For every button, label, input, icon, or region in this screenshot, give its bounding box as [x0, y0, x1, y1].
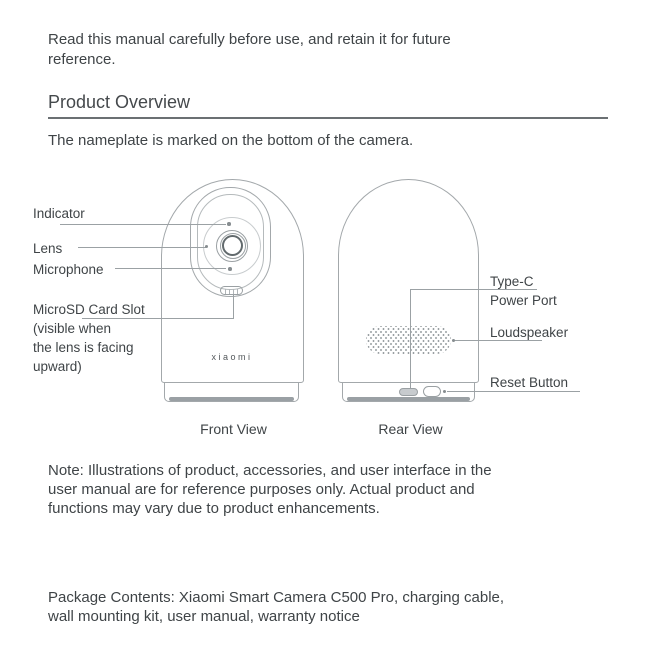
- type-c-port-icon: [399, 388, 418, 396]
- leader-lens: [78, 247, 206, 248]
- label-microsd-line-4: upward): [33, 359, 82, 374]
- label-loudspeaker: Loudspeaker: [490, 325, 569, 340]
- note-line-1: Note: Illustrations of product, accessories, and user interface in the: [48, 462, 492, 479]
- label-typec: [490, 272, 557, 310]
- note-line-3: functions may vary due to product enhancements.: [48, 500, 380, 517]
- package-line-2: wall mounting kit, user manual, warranty notice: [48, 608, 360, 625]
- label-microsd-line-2: (visible when: [33, 321, 112, 336]
- indicator-led-icon: [227, 222, 231, 226]
- front-base-shadow-bar: [169, 397, 294, 401]
- rear-base-shadow-bar: [347, 397, 470, 401]
- label-reset: Reset Button: [490, 375, 569, 390]
- leader-indicator: [60, 224, 226, 225]
- loudspeaker-grille-icon: [366, 326, 451, 354]
- microphone-hole-icon: [228, 267, 232, 271]
- leader-typec-vertical: [410, 289, 411, 388]
- xiaomi-logo: xiaomi: [211, 352, 253, 362]
- note-line-2: user manual are for reference purposes only. Actual product and: [48, 481, 475, 498]
- leader-reset-endpoint: [443, 390, 446, 393]
- intro-line-1: Read this manual carefully before use, and retain it for future: [48, 31, 451, 48]
- leader-microsd-vertical: [233, 295, 234, 319]
- leader-lens-endpoint: [205, 245, 208, 248]
- label-indicator: Indicator: [33, 206, 85, 221]
- package-line-1: Package Contents: Xiaomi Smart Camera C500 Pro, charging cable,: [48, 589, 505, 606]
- label-microphone: Microphone: [33, 262, 104, 277]
- label-microsd-line-1: MicroSD Card Slot: [33, 302, 145, 317]
- label-microsd-line-3: the lens is facing: [33, 340, 134, 355]
- label-typec-line-1: Type-C: [490, 274, 534, 289]
- label-lens: Lens: [33, 241, 63, 256]
- microsd-slot-icon: [220, 286, 243, 295]
- front-view-caption: Front View: [200, 421, 267, 437]
- reset-button-icon: [423, 386, 441, 397]
- package-contents-paragraph: [48, 588, 504, 626]
- note-paragraph: [48, 461, 492, 518]
- section-title: Product Overview: [48, 92, 191, 112]
- label-microsd: [33, 300, 145, 376]
- intro-line-2: reference.: [48, 51, 116, 68]
- nameplate-text: The nameplate is marked on the bottom of the camera.: [48, 132, 414, 149]
- rear-view-caption: Rear View: [378, 421, 443, 437]
- lens-icon: [222, 235, 243, 256]
- label-typec-line-2: Power Port: [490, 293, 557, 308]
- leader-microphone: [115, 268, 226, 269]
